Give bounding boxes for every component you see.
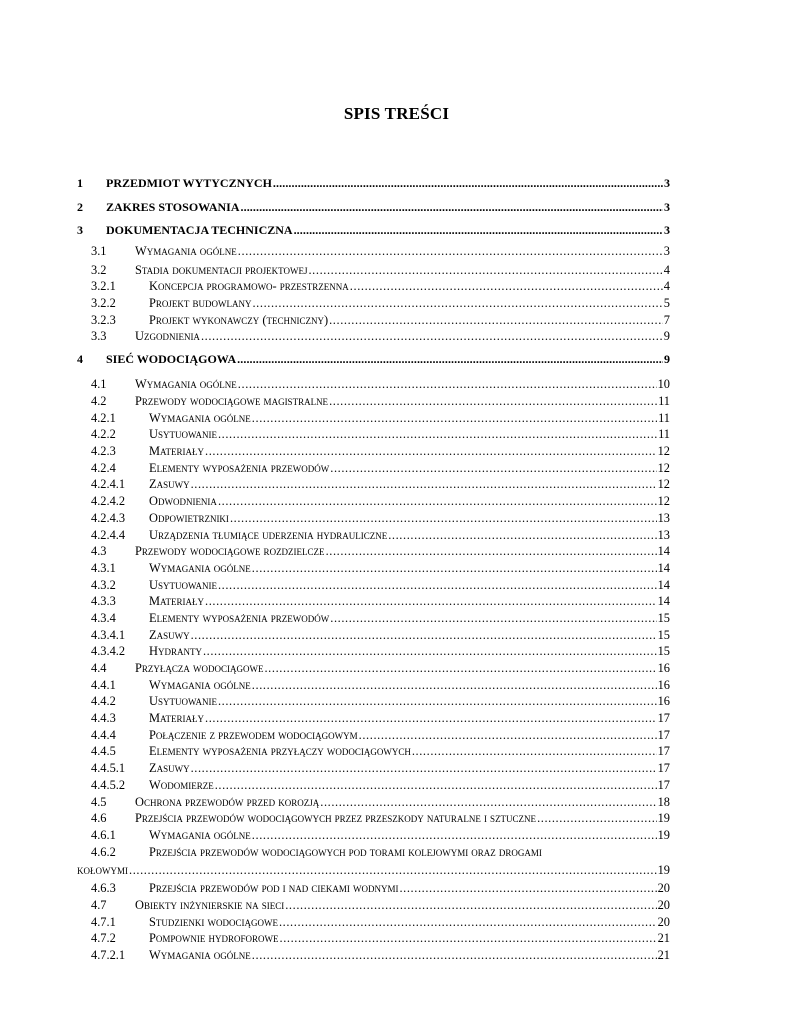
toc-entry-label: Wymagania ogólne — [149, 561, 251, 575]
dot-leader — [399, 880, 656, 896]
dot-leader — [388, 527, 656, 543]
toc-entry-label: Materiały — [149, 594, 205, 608]
toc-entry-page: 21 — [657, 948, 670, 962]
toc-entry-page: 17 — [657, 728, 670, 742]
dot-leader — [280, 930, 657, 946]
toc-entry-page: 17 — [657, 711, 670, 725]
toc-entry[interactable] — [0, 222, 793, 238]
toc-entry-label: Wymagania ogólne — [149, 948, 251, 962]
dot-leader — [537, 810, 657, 826]
toc-entry-label: Zasuwy — [149, 761, 190, 775]
toc-entry-continuation[interactable] — [0, 862, 793, 878]
toc-entry[interactable] — [0, 393, 793, 409]
toc-entry-label: Przewody wodociągowe magistralne — [135, 394, 329, 408]
toc-entry-page: 17 — [657, 761, 670, 775]
toc-entry[interactable] — [0, 930, 793, 946]
toc-entry[interactable] — [0, 677, 793, 693]
toc-entry-page: 16 — [657, 678, 670, 692]
toc-entry-number: 3.2 — [91, 263, 107, 277]
toc-entry-number: 3.2.2 — [91, 296, 116, 310]
toc-entry-number: 3.1 — [91, 244, 107, 258]
toc-entry-number: 3.2.3 — [91, 313, 116, 327]
toc-entry[interactable] — [0, 328, 793, 344]
toc-entry[interactable] — [0, 897, 793, 913]
toc-entry-label: Hydranty — [149, 644, 202, 658]
toc-entry-number: 4.6.3 — [91, 881, 116, 895]
toc-entry-label: Przejścia przewodów wodociągowych pod torami kolejowymi oraz drogami — [149, 845, 542, 859]
dot-leader — [412, 743, 657, 759]
toc-entry-label: Wymagania ogólne — [149, 678, 251, 692]
dot-leader — [264, 660, 656, 676]
toc-entry-number: 4.3.3 — [91, 594, 116, 608]
toc-entry[interactable] — [0, 693, 793, 709]
toc-entry[interactable] — [0, 527, 793, 543]
toc-entry[interactable] — [0, 476, 793, 492]
toc-entry[interactable] — [0, 593, 793, 609]
toc-entry-number: 4.2.4 — [91, 461, 116, 475]
toc-entry[interactable] — [0, 947, 793, 963]
toc-entry[interactable] — [0, 295, 793, 311]
dot-leader — [218, 693, 657, 709]
toc-entry-page: 3 — [664, 200, 670, 214]
toc-entry-page: 17 — [657, 744, 670, 758]
toc-entry[interactable] — [0, 199, 793, 215]
toc-entry-page: 18 — [657, 795, 670, 809]
toc-entry-page: 11 — [658, 394, 670, 408]
toc-entry-number: 4.2.4.3 — [91, 511, 126, 525]
toc-entry-page: 15 — [657, 644, 670, 658]
dot-leader — [252, 560, 657, 576]
toc-entry-page: 7 — [663, 313, 670, 327]
dot-leader — [203, 643, 657, 659]
toc-entry[interactable] — [0, 577, 793, 593]
toc-entry[interactable] — [0, 777, 793, 793]
toc-entry-page: 19 — [657, 828, 670, 842]
dot-leader — [238, 243, 663, 259]
toc-entry-number: 4.3.1 — [91, 561, 116, 575]
toc-entry-page: 14 — [657, 561, 670, 575]
toc-entry-number: 4.7.2.1 — [91, 948, 126, 962]
toc-entry-page: 12 — [657, 444, 670, 458]
toc-entry-number: 4.6.2 — [91, 845, 116, 859]
toc-entry-number: 4.4.1 — [91, 678, 116, 692]
toc-entry-page: 3 — [663, 244, 670, 258]
toc-entry[interactable] — [0, 743, 793, 759]
toc-entry[interactable] — [0, 312, 793, 328]
dot-leader — [326, 543, 657, 559]
toc-entry-label: Elementy wyposażenia przewodów — [149, 461, 330, 475]
toc-entry-label: Wodomierze — [149, 778, 214, 792]
dot-leader — [330, 460, 656, 476]
toc-entry-label: Przejścia przewodów wodociągowych przez przeszkody naturalne i sztuczne — [135, 811, 537, 825]
dot-leader — [252, 295, 662, 311]
dot-leader — [329, 393, 657, 409]
toc-entry-label: Projekt wykonawczy (techniczny) — [149, 313, 329, 327]
toc-entry[interactable] — [0, 610, 793, 626]
toc-entry-page: 3 — [664, 223, 670, 237]
dot-leader — [308, 262, 662, 278]
toc-entry[interactable] — [0, 543, 793, 559]
toc-entry[interactable] — [0, 376, 793, 392]
dot-leader — [359, 727, 657, 743]
dot-leader — [294, 222, 663, 238]
toc-entry-label: DOKUMENTACJA TECHNICZNA — [106, 223, 293, 237]
toc-entry-label: Stadia dokumentacji projektowej — [135, 263, 308, 277]
toc-entry-page: 15 — [657, 611, 670, 625]
toc-entry-label: Obiekty inżynierskie na sieci — [135, 898, 285, 912]
toc-entry-label: PRZEDMIOT WYTYCZNYCH — [106, 176, 272, 190]
toc-entry-page: 9 — [664, 352, 670, 366]
dot-leader — [329, 312, 663, 328]
toc-entry-number: 4.3.4.2 — [91, 644, 126, 658]
dot-leader — [201, 328, 663, 344]
toc-entry-number: 4.7 — [91, 898, 107, 912]
toc-entry-label: Zasuwy — [149, 628, 190, 642]
dot-leader — [238, 376, 657, 392]
toc-entry-label: Koncepcja programowo- przestrzenna — [149, 279, 349, 293]
toc-entry-label: ZAKRES STOSOWANIA — [106, 200, 240, 214]
toc-entry-page: 15 — [657, 628, 670, 642]
toc-entry-label: Studzienki wodociągowe — [149, 915, 278, 929]
toc-entry-label: Elementy wyposażenia przewodów — [149, 611, 330, 625]
toc-entry[interactable] — [0, 827, 793, 843]
dot-leader — [191, 760, 657, 776]
toc-entry[interactable] — [0, 760, 793, 776]
toc-entry-label: Uzgodnienia — [135, 329, 200, 343]
toc-entry-number: 4.4.2 — [91, 694, 116, 708]
dot-leader — [273, 175, 663, 191]
dot-leader — [205, 710, 657, 726]
toc-entry[interactable] — [0, 351, 793, 367]
page-title: SPIS TREŚCI — [343, 104, 450, 123]
toc-entry-number: 3.3 — [91, 329, 107, 343]
toc-entry-number: 4.4.3 — [91, 711, 116, 725]
toc-entry[interactable] — [0, 914, 793, 930]
toc-entry-page: 19 — [657, 863, 670, 877]
dot-leader — [230, 510, 657, 526]
toc-entry-number: 4.6.1 — [91, 828, 116, 842]
toc-entry-label: Usytuowanie — [149, 578, 217, 592]
toc-entry-page: 4 — [663, 279, 670, 293]
toc-entry-number: 4.7.1 — [91, 915, 116, 929]
toc-entry-label: Wymagania ogólne — [135, 377, 237, 391]
toc-entry-page: 11 — [658, 427, 670, 441]
toc-entry-label-continued: kołowymi — [77, 863, 128, 877]
toc-entry[interactable] — [0, 175, 793, 191]
toc-entry-number: 4.4.4 — [91, 728, 116, 742]
toc-entry-label: Usytuowanie — [149, 694, 217, 708]
toc-entry[interactable] — [0, 560, 793, 576]
toc-entry-number: 4.3.4 — [91, 611, 116, 625]
toc-entry-label: Usytuowanie — [149, 427, 217, 441]
toc-entry[interactable] — [0, 710, 793, 726]
toc-entry-number: 4.3.4.1 — [91, 628, 126, 642]
toc-entry[interactable] — [0, 278, 793, 294]
dot-leader — [218, 577, 657, 593]
toc-entry-label: Wymagania ogólne — [149, 411, 251, 425]
toc-entry[interactable] — [0, 510, 793, 526]
toc-entry[interactable] — [0, 493, 793, 509]
toc-entry-label: Przyłącza wodociągowe — [135, 661, 264, 675]
toc-entry-label: Odwodnienia — [149, 494, 217, 508]
toc-entry[interactable] — [0, 844, 793, 860]
toc-entry-page: 4 — [663, 263, 670, 277]
dot-leader — [350, 278, 663, 294]
toc-entry-page: 16 — [657, 661, 670, 675]
toc-entry-number: 1 — [77, 176, 83, 190]
toc-entry-number: 4.4.5.1 — [91, 761, 126, 775]
toc-entry-page: 12 — [657, 494, 670, 508]
dot-leader — [129, 862, 657, 878]
toc-entry-number: 4.2.4.1 — [91, 477, 126, 491]
toc-entry-page: 13 — [657, 528, 670, 542]
toc-entry-page: 12 — [657, 477, 670, 491]
toc-entry-page: 5 — [663, 296, 670, 310]
toc-entry-label: Przejścia przewodów pod i nad ciekami wodnymi — [149, 881, 399, 895]
toc-entry-number: 4.2.4.4 — [91, 528, 126, 542]
toc-entry-number: 4.2.2 — [91, 427, 116, 441]
toc-entry[interactable] — [0, 810, 793, 826]
dot-leader — [279, 914, 657, 930]
toc-entry-label: Pompownie hydroforowe — [149, 931, 279, 945]
toc-entry-page: 14 — [657, 544, 670, 558]
toc-entry-label: Wymagania ogólne — [135, 244, 237, 258]
toc-entry-number: 4.3 — [91, 544, 107, 558]
toc-entry[interactable] — [0, 443, 793, 459]
toc-entry-number: 4.4.5.2 — [91, 778, 126, 792]
toc-entry-number: 4.2.1 — [91, 411, 116, 425]
dot-leader — [191, 627, 657, 643]
toc-entry-number: 3 — [77, 223, 83, 237]
dot-leader — [252, 677, 657, 693]
toc-entry-page: 3 — [664, 176, 670, 190]
toc-entry-label: Połączenie z przewodem wodociągowym — [149, 728, 358, 742]
toc-entry-number: 4.7.2 — [91, 931, 116, 945]
toc-entry-label: Ochrona przewodów przed korozją — [135, 795, 320, 809]
toc-entry-label: SIEĆ WODOCIĄGOWA — [106, 352, 237, 366]
toc-entry-label: Projekt budowlany — [149, 296, 252, 310]
toc-entry[interactable] — [0, 627, 793, 643]
toc-entry-page: 20 — [657, 898, 670, 912]
toc-entry-number: 4.2.3 — [91, 444, 116, 458]
dot-leader — [241, 199, 664, 215]
toc-entry-number: 4 — [77, 352, 83, 366]
toc-entry-label: Materiały — [149, 444, 205, 458]
dot-leader — [252, 827, 657, 843]
toc-entry-page: 13 — [657, 511, 670, 525]
dot-leader — [205, 593, 657, 609]
toc-entry-number: 3.2.1 — [91, 279, 116, 293]
dot-leader — [252, 410, 657, 426]
toc-entry-label: Materiały — [149, 711, 205, 725]
toc-entry[interactable] — [0, 727, 793, 743]
toc-entry[interactable] — [0, 243, 793, 259]
toc-entry[interactable] — [0, 880, 793, 896]
toc-entry-label: Wymagania ogólne — [149, 828, 251, 842]
toc-entry-page: 14 — [657, 594, 670, 608]
toc-entry-label: Elementy wyposażenia przyłączy wodociągowych — [149, 744, 411, 758]
toc-entry-label: Zasuwy — [149, 477, 190, 491]
toc-entry-number: 4.4 — [91, 661, 107, 675]
toc-entry-page: 9 — [663, 329, 670, 343]
toc-entry-number: 4.5 — [91, 795, 107, 809]
toc-entry-number: 4.3.2 — [91, 578, 116, 592]
toc-entry[interactable] — [0, 660, 793, 676]
toc-entry[interactable] — [0, 410, 793, 426]
dot-leader — [237, 351, 663, 367]
dot-leader — [252, 947, 657, 963]
dot-leader — [320, 794, 656, 810]
toc-entry-page: 20 — [657, 881, 670, 895]
dot-leader — [205, 443, 657, 459]
toc-entry[interactable] — [0, 426, 793, 442]
toc-entry-page: 10 — [657, 377, 670, 391]
toc-entry-number: 2 — [77, 200, 83, 214]
toc-entry-number: 4.2 — [91, 394, 107, 408]
toc-entry-page: 20 — [657, 915, 670, 929]
toc-entry-label: Przewody wodociągowe rozdzielcze — [135, 544, 325, 558]
toc-entry[interactable] — [0, 460, 793, 476]
dot-leader — [218, 493, 657, 509]
toc-entry-number: 4.6 — [91, 811, 107, 825]
toc-entry-number: 4.4.5 — [91, 744, 116, 758]
dot-leader — [218, 426, 657, 442]
toc-entry-page: 21 — [657, 931, 670, 945]
toc-entry[interactable] — [0, 262, 793, 278]
toc-entry-page: 11 — [658, 411, 670, 425]
toc-entry-page: 17 — [657, 778, 670, 792]
toc-entry-page: 19 — [657, 811, 670, 825]
dot-leader — [191, 476, 657, 492]
dot-leader — [215, 777, 657, 793]
toc-entry[interactable] — [0, 794, 793, 810]
toc-entry[interactable] — [0, 643, 793, 659]
toc-entry-number: 4.1 — [91, 377, 107, 391]
toc-entry-page: 12 — [657, 461, 670, 475]
toc-entry-label: Urządzenia tłumiące uderzenia hydrauliczne — [149, 528, 388, 542]
toc-entry-label: Odpowietrzniki — [149, 511, 229, 525]
dot-leader — [330, 610, 656, 626]
toc-entry-number: 4.2.4.2 — [91, 494, 126, 508]
toc-entry-page: 16 — [657, 694, 670, 708]
toc-entry-page: 14 — [657, 578, 670, 592]
dot-leader — [285, 897, 656, 913]
